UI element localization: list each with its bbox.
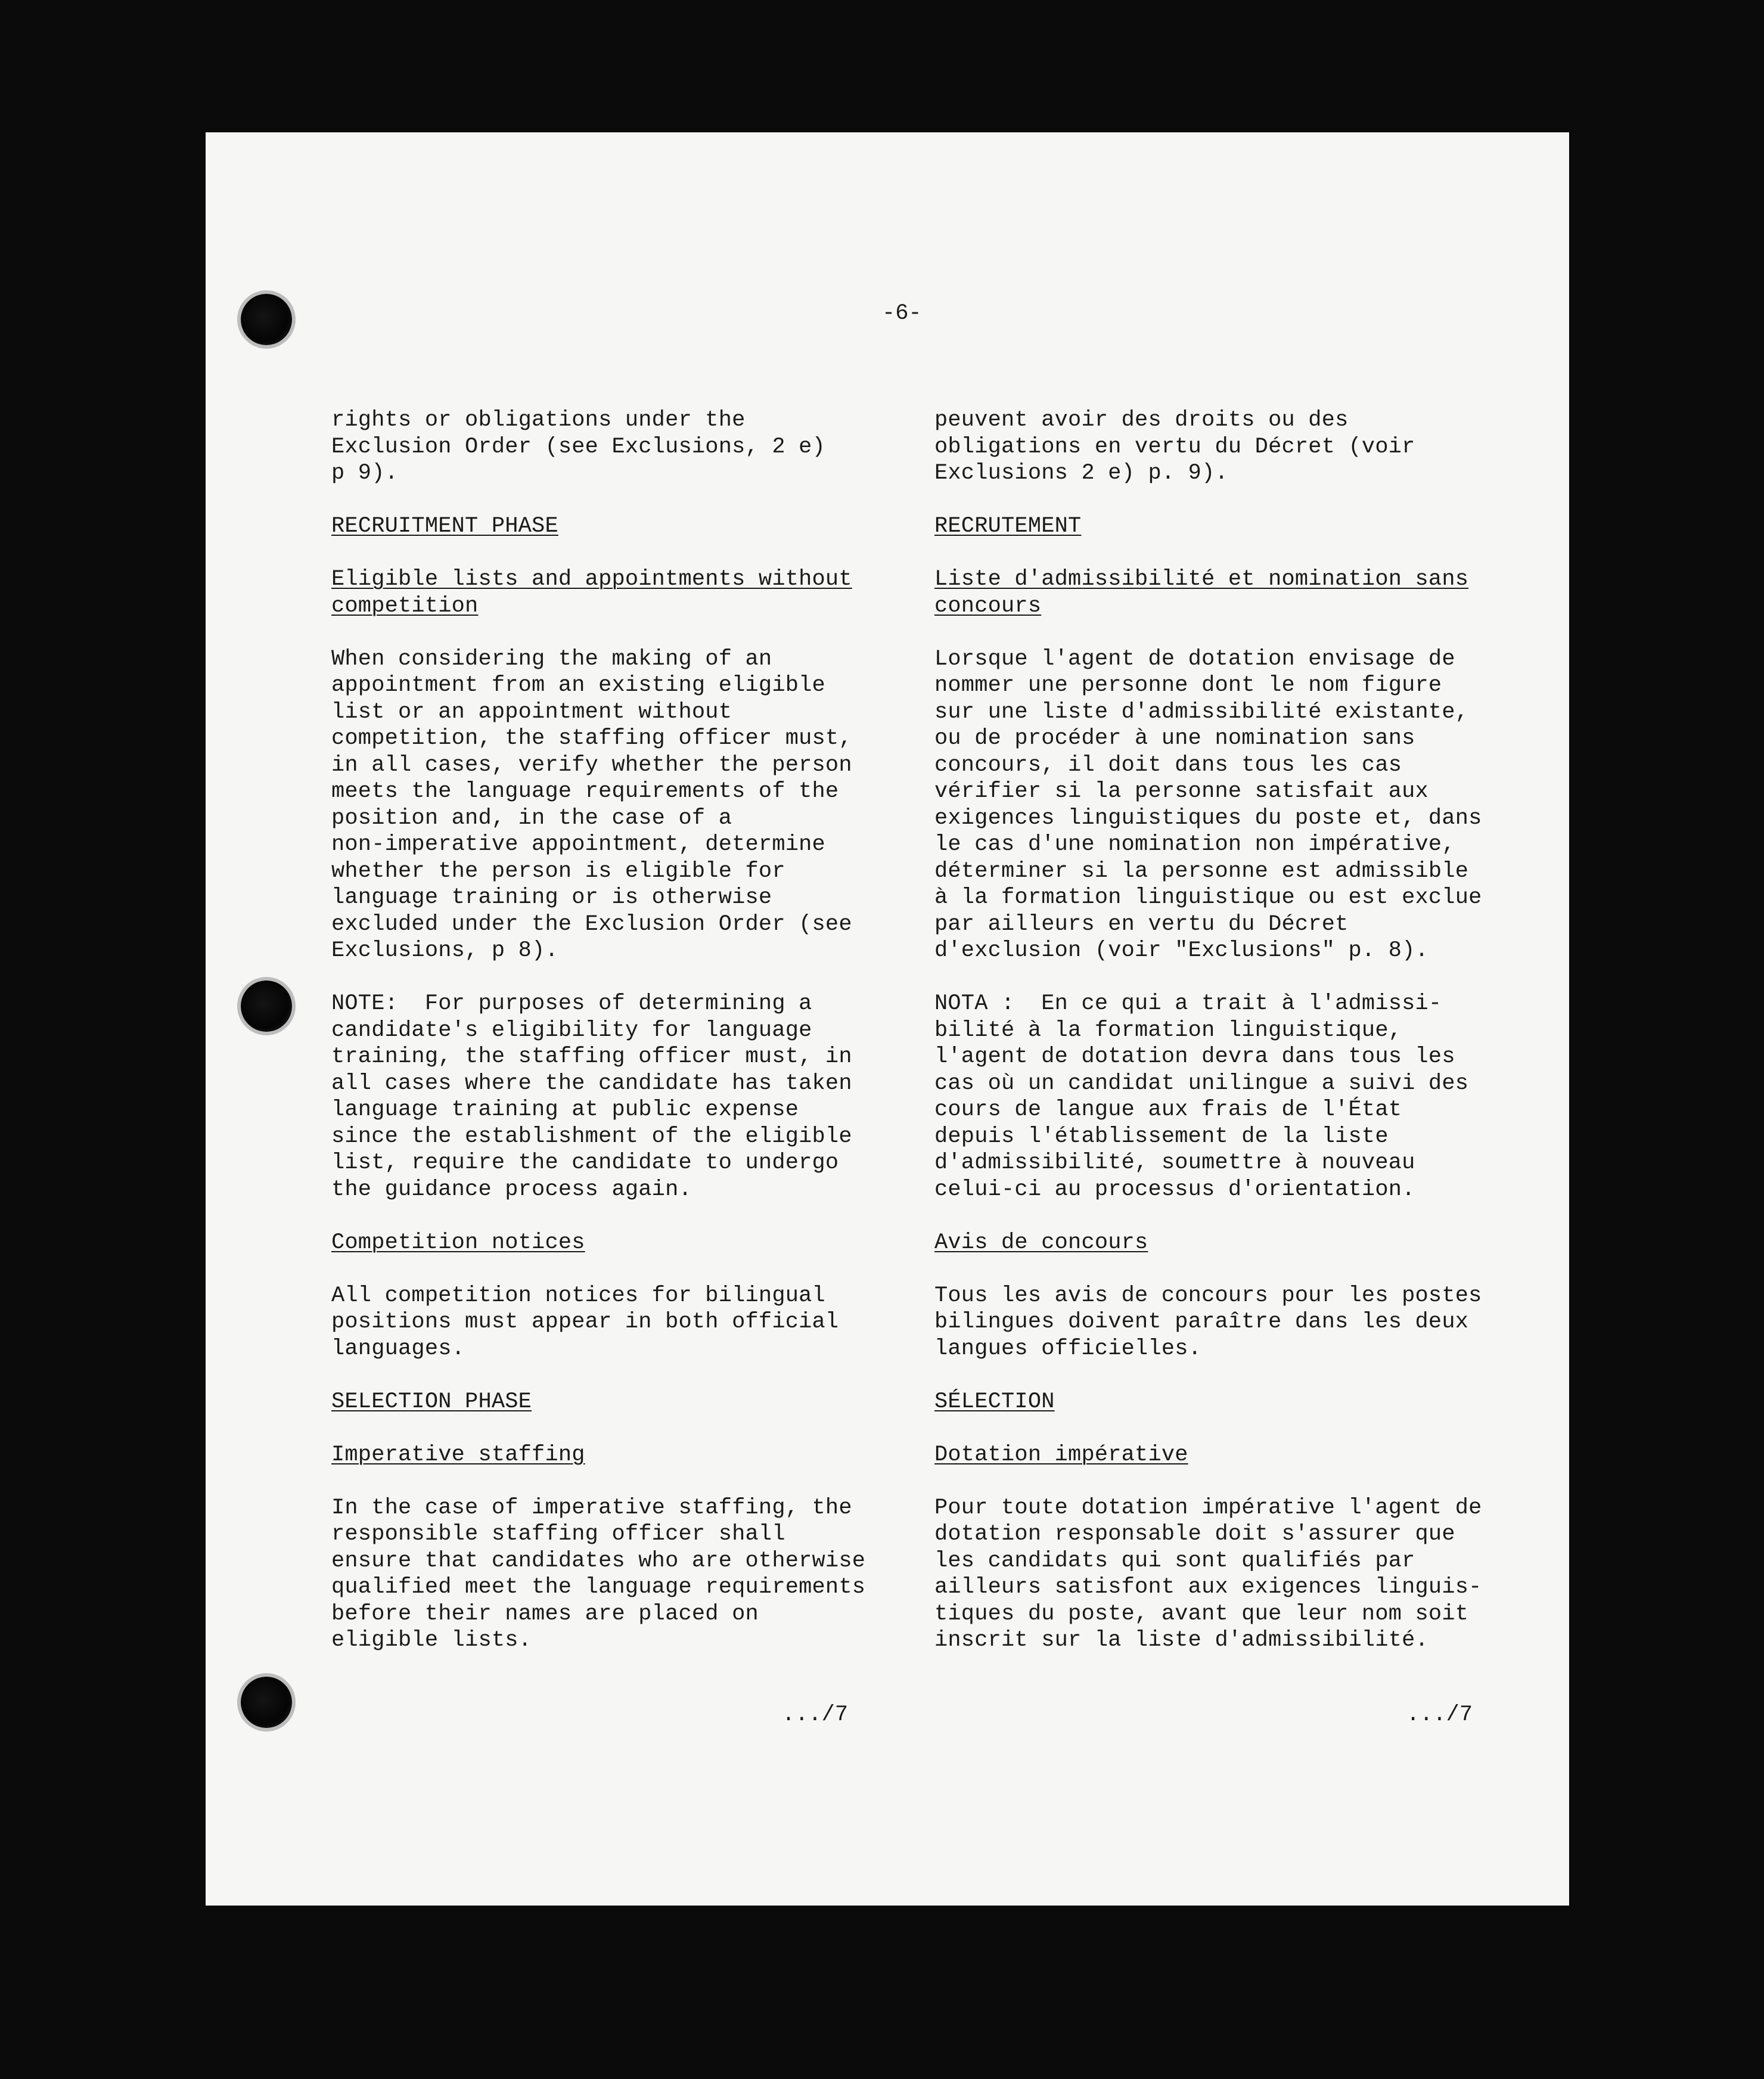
english-text-line: Exclusion Order (see Exclusions, 2 e) [331, 434, 825, 460]
french-text-line: le cas d'une nomination non impérative, [934, 832, 1455, 857]
english-text-line [331, 964, 868, 991]
english-text-line [331, 540, 868, 567]
english-heading-line [331, 513, 868, 540]
french-heading-line [934, 513, 1495, 540]
english-heading-line [331, 566, 868, 593]
french-heading-text: SÉLECTION [934, 1389, 1055, 1414]
french-heading-line [934, 1442, 1495, 1469]
english-column [331, 407, 868, 1654]
english-text-line: whether the person is eligible for [331, 858, 785, 884]
french-text-line: dotation responsable doit s'assurer que [934, 1522, 1455, 1547]
french-text-line: concours, il doit dans tous les cas [934, 752, 1402, 778]
english-heading-text: Imperative staffing [331, 1442, 585, 1467]
english-text-line: responsible staffing officer shall [331, 1522, 785, 1547]
binder-hole-middle [241, 980, 292, 1032]
french-text-line: ou de procéder à une nomination sans [934, 726, 1415, 751]
french-text-line: peuvent avoir des droits ou des [934, 408, 1349, 433]
french-text-line: les candidats qui sont qualifiés par [934, 1548, 1415, 1574]
page-number: -6- [882, 301, 922, 326]
english-text-line: language training or is otherwise [331, 885, 772, 910]
english-heading-text: Competition notices [331, 1230, 585, 1255]
english-text-line: candidate's eligibility for language [331, 1017, 812, 1043]
english-text-line [331, 1203, 868, 1230]
english-text-line: rights or obligations under the [331, 408, 746, 433]
english-text-line [331, 1256, 868, 1283]
french-text-line: d'admissibilité, soumettre à nouveau [934, 1150, 1415, 1175]
english-text-line: languages. [331, 1336, 465, 1361]
english-text-line: competition, the staffing officer must, [331, 726, 852, 751]
english-heading-text: Eligible lists and appointments without [331, 567, 852, 592]
french-text-line: sur une liste d'admissibilité existante, [934, 699, 1469, 725]
binder-hole-top [241, 294, 292, 345]
french-text-line: inscrit sur la liste d'admissibilité. [934, 1628, 1428, 1653]
french-heading-line [934, 1230, 1495, 1256]
french-text-line: Exclusions 2 e) p. 9). [934, 461, 1228, 486]
french-text-line [934, 1203, 1495, 1230]
french-text-line: langues officielles. [934, 1336, 1202, 1361]
binder-hole-bottom [241, 1677, 292, 1728]
english-heading-line [331, 1389, 868, 1416]
french-text-line: déterminer si la personne est admissible [934, 858, 1469, 884]
french-text-line: à la formation linguistique ou est exclue [934, 885, 1482, 910]
english-heading-line [331, 593, 868, 620]
french-text-line [934, 964, 1495, 991]
french-text-line: cours de langue aux frais de l'État [934, 1097, 1402, 1122]
french-text-line [934, 540, 1495, 567]
english-text-line: language training at public expense [331, 1097, 799, 1122]
english-text-line: qualified meet the language requirements [331, 1575, 866, 1600]
english-text-line [331, 1362, 868, 1389]
french-text-line: celui-ci au processus d'orientation. [934, 1177, 1415, 1202]
english-heading-text: RECRUITMENT PHASE [331, 514, 558, 539]
french-heading-text: concours [934, 593, 1042, 619]
english-text-line: In the case of imperative staffing, the [331, 1495, 852, 1521]
english-text-line: non-imperative appointment, determine [331, 832, 825, 857]
french-heading-text: Liste d'admissibilité et nomination sans [934, 567, 1469, 592]
french-text-line: tiques du poste, avant que leur nom soit [934, 1601, 1469, 1627]
french-text-line [934, 1362, 1495, 1389]
french-text-line: obligations en vertu du Décret (voir [934, 434, 1415, 460]
english-heading-text: competition [331, 593, 479, 619]
french-column [934, 407, 1495, 1654]
french-text-line [934, 619, 1495, 646]
english-text-line: ensure that candidates who are otherwise [331, 1548, 866, 1574]
english-text-line: All competition notices for bilingual [331, 1283, 825, 1308]
french-text-line: l'agent de dotation devra dans tous les [934, 1044, 1455, 1069]
english-heading-line [331, 1442, 868, 1469]
french-heading-line [934, 1389, 1495, 1416]
english-text-line: excluded under the Exclusion Order (see [331, 911, 852, 937]
english-text-line: When considering the making of an [331, 646, 772, 672]
english-text-line [331, 487, 868, 514]
english-text-line: list or an appointment without [331, 699, 732, 725]
french-heading-text: Avis de concours [934, 1230, 1148, 1255]
continuation-marker-english: .../7 [782, 1702, 849, 1727]
french-text-line: vérifier si la personne satisfait aux [934, 779, 1428, 804]
english-text-line: since the establishment of the eligible [331, 1124, 852, 1149]
french-heading-line [934, 566, 1495, 593]
french-text-line [934, 487, 1495, 514]
english-text-line: eligible lists. [331, 1628, 532, 1653]
french-text-line: Lorsque l'agent de dotation envisage de [934, 646, 1455, 672]
english-text-line: p 9). [331, 461, 399, 486]
english-text-line: position and, in the case of a [331, 805, 732, 831]
french-text-line: cas où un candidat unilingue a suivi des [934, 1070, 1469, 1096]
french-text-line: depuis l'établissement de la liste [934, 1124, 1389, 1149]
english-text-line: the guidance process again. [331, 1177, 692, 1202]
french-text-line: Tous les avis de concours pour les postes [934, 1283, 1482, 1308]
french-text-line: ailleurs satisfont aux exigences linguis- [934, 1575, 1482, 1600]
french-text-line: nommer une personne dont le nom figure [934, 673, 1442, 698]
english-heading-text: SELECTION PHASE [331, 1389, 532, 1414]
french-heading-line [934, 593, 1495, 620]
french-text-line: bilingues doivent paraître dans les deux [934, 1310, 1469, 1335]
french-text-line [934, 1415, 1495, 1442]
french-text-line: bilité à la formation linguistique, [934, 1017, 1402, 1043]
english-heading-line [331, 1230, 868, 1256]
french-heading-text: Dotation impérative [934, 1442, 1188, 1467]
french-text-line: d'exclusion (voir "Exclusions" p. 8). [934, 938, 1428, 963]
english-text-line: meets the language requirements of the [331, 779, 839, 804]
english-text-line [331, 1415, 868, 1442]
english-text-line: positions must appear in both official [331, 1310, 839, 1335]
english-text-line: training, the staffing officer must, in [331, 1044, 852, 1069]
english-text-line: in all cases, verify whether the person [331, 752, 852, 778]
french-text-line [934, 1256, 1495, 1283]
french-heading-text: RECRUTEMENT [934, 514, 1082, 539]
english-text-line: appointment from an existing eligible [331, 673, 825, 698]
french-text-line: NOTA : En ce qui a trait à l'admissi- [934, 991, 1442, 1016]
english-text-line [331, 619, 868, 646]
english-text-line: list, require the candidate to undergo [331, 1150, 839, 1175]
english-text-line: before their names are placed on [331, 1601, 759, 1627]
french-text-line [934, 1468, 1495, 1495]
french-text-line: exigences linguistiques du poste et, dans [934, 805, 1482, 831]
continuation-marker-french: .../7 [1406, 1702, 1473, 1727]
english-text-line [331, 1468, 868, 1495]
french-text-line: par ailleurs en vertu du Décret [934, 911, 1349, 937]
french-text-line: Pour toute dotation impérative l'agent de [934, 1495, 1482, 1521]
english-text-line: all cases where the candidate has taken [331, 1070, 852, 1096]
english-text-line: NOTE: For purposes of determining a [331, 991, 812, 1016]
english-text-line: Exclusions, p 8). [331, 938, 558, 963]
